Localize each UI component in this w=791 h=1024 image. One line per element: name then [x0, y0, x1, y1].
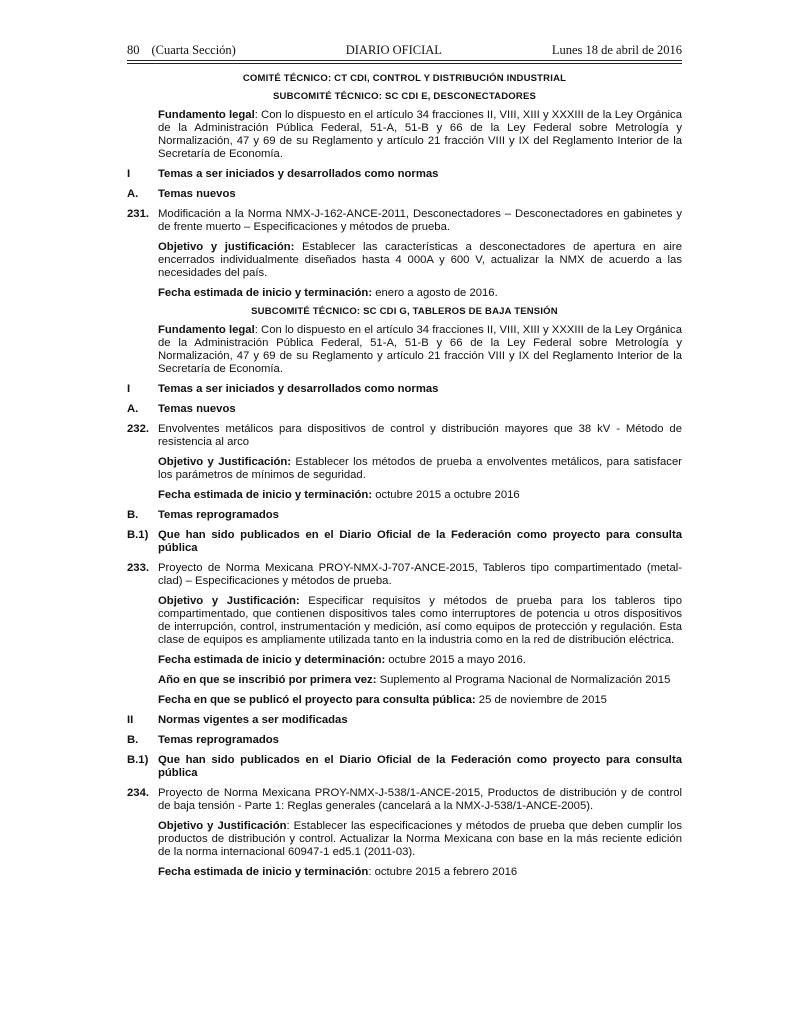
publication-name: DIARIO OFICIAL — [345, 43, 442, 57]
subsection-title: Temas reprogramados — [158, 734, 279, 746]
subsection-title: Temas reprogramados — [158, 509, 279, 521]
item-234-objective — [158, 820, 682, 859]
fundamento-label: Fundamento legal — [158, 109, 255, 121]
section-title: Normas vigentes a ser modificadas — [158, 714, 348, 726]
fundamento-text: : Con lo dispuesto en el artículo 34 fracciones II, VIII, XIII y XXXIII de la Ley Orgánica de la Administración Pública Federal, 51-A, 51-B y 66 de la Ley Federal sobre Metrología y Normalización, 47 y 69 de su Reglamento y artículo 21 fracción VIII y IX del Reglamento Interior de la Secretaría de Economía. — [158, 109, 682, 160]
section-heading — [127, 714, 682, 727]
subsubsection-number: B.1) — [127, 754, 149, 766]
subsection-title: Temas nuevos — [158, 188, 236, 200]
subsubsection-title: Que han sido publicados en el Diario Oficial de la Federación como proyecto para consulta pública — [158, 754, 682, 779]
subsection-heading — [127, 734, 682, 747]
publication-date: Lunes 18 de abril de 2016 — [551, 43, 682, 57]
item-text: Proyecto de Norma Mexicana PROY-NMX-J-707-ANCE-2015, Tableros tipo compartimentado (metal-clad) – Especificaciones y métodos de prueba. — [158, 562, 682, 587]
item-234-dates — [158, 866, 682, 879]
header-left — [127, 42, 236, 58]
item-number: 232. — [127, 423, 149, 435]
item-text: Proyecto de Norma Mexicana PROY-NMX-J-538/1-ANCE-2015, Productos de distribución y de control de baja tensión - Parte 1: Reglas generales (cancelará a la NMX-J-538/1-ANCE-2005). — [158, 787, 682, 812]
subsection-number: A. — [127, 188, 139, 200]
item-text: Envolventes metálicos para dispositivos de control y distribución mayores que 38 kV - Método de resistencia al arco — [158, 423, 682, 448]
subsection-number: A. — [127, 403, 139, 415]
section-number: I — [127, 168, 131, 180]
subsection-heading — [127, 188, 682, 201]
item-text: Modificación a la Norma NMX-J-162-ANCE-2011, Desconectadores – Desconectadores en gabinetes y de frente muerto – Especificaciones y métodos de prueba. — [158, 208, 682, 233]
section-label: (Cuarta Sección) — [151, 43, 236, 57]
publication-date-text: 25 de noviembre de 2015 — [475, 694, 607, 706]
item-232-objective — [158, 456, 682, 482]
item-number: 231. — [127, 208, 149, 220]
item-231-objective — [158, 241, 682, 280]
section-number: II — [127, 714, 134, 726]
item-233-first-year — [158, 674, 682, 687]
dates-text: octubre 2015 a mayo 2016. — [385, 654, 526, 666]
item-232 — [127, 423, 682, 449]
item-231 — [127, 208, 682, 234]
objective-label: Objetivo y justificación: — [158, 241, 295, 253]
header-double-rule — [127, 63, 682, 64]
objective-text: Especificar requisitos y métodos de prueba para los tableros tipo compartimentado, que contienen dispositivos tales como interruptores de potencia u otros dispositivos de interrupción, control, instrumentación y medición, así como equipos de protección y regulación. Esta clase de equipos es ampliamente utilizada tanto en la industria como en la red de distribución eléctrica. — [158, 595, 682, 646]
item-234 — [127, 787, 682, 813]
item-233-dates — [158, 654, 682, 667]
dates-label: Fecha estimada de inicio y terminación: — [158, 287, 373, 299]
page-number: 80 — [127, 43, 140, 57]
dates-label: Fecha estimada de inicio y terminación: — [158, 489, 373, 501]
dates-label: Fecha estimada de inicio y determinación: — [158, 654, 386, 666]
section-heading — [127, 168, 682, 181]
objective-text: : Establecer las especificaciones y métodos de prueba que deben cumplir los productos de distribución y control. Actualizar la Norma Mexicana con base en la más reciente edición de la norma internacional 60947-1 ed5.1 (2011-03). — [158, 820, 682, 858]
subcommittee-e-title: SUBCOMITÉ TÉCNICO: SC CDI E, DESCONECTADORES — [272, 91, 537, 102]
subsubsection-heading — [127, 529, 682, 555]
dates-text: octubre 2015 a octubre 2016 — [372, 489, 520, 501]
subsection-number: B. — [127, 509, 139, 521]
item-number: 233. — [127, 562, 149, 574]
objective-text: Establecer los métodos de prueba a envolventes metálicos, para satisfacer los parámetros de mínimos de seguridad. — [158, 456, 683, 481]
dates-text: enero a agosto de 2016. — [372, 287, 498, 299]
subsubsection-number: B.1) — [127, 529, 149, 541]
subsection-title: Temas nuevos — [158, 403, 236, 415]
subsection-number: B. — [127, 734, 139, 746]
section-heading — [127, 383, 682, 396]
section-title: Temas a ser iniciados y desarrollados como normas — [158, 383, 439, 395]
item-233-objective — [158, 595, 682, 647]
item-233 — [127, 562, 682, 588]
fundamento-label: Fundamento legal — [158, 324, 255, 336]
section-title: Temas a ser iniciados y desarrollados como normas — [158, 168, 439, 180]
objective-label: Objetivo y Justificación: — [158, 595, 300, 607]
item-231-dates — [158, 287, 682, 300]
item-232-dates — [158, 489, 682, 502]
committee-title: COMITÉ TÉCNICO: CT CDI, CONTROL Y DISTRIBUCIÓN INDUSTRIAL — [242, 73, 567, 84]
subsection-heading — [127, 509, 682, 522]
dates-label: Fecha estimada de inicio y terminación — [158, 866, 369, 878]
dates-text: : octubre 2015 a febrero 2016 — [368, 866, 518, 878]
document-page — [127, 42, 682, 879]
first-year-label: Año en que se inscribió por primera vez: — [158, 674, 377, 686]
subsubsection-title: Que han sido publicados en el Diario Oficial de la Federación como proyecto para consulta pública — [158, 529, 682, 554]
publication-date-label: Fecha en que se publicó el proyecto para consulta pública: — [158, 694, 476, 706]
item-233-publication-date — [158, 694, 682, 707]
fundamento-text: : Con lo dispuesto en el artículo 34 fracciones II, VIII, XIII y XXXIII de la Ley Orgánica de la Administración Pública Federal, 51-A, 51-B y 66 de la Ley Federal sobre Metrología y Normalización, 47 y 69 de su Reglamento y artículo 21 fracción VIII y IX del Reglamento Interior de la Secretaría de Economía. — [158, 324, 682, 375]
item-number: 234. — [127, 787, 149, 799]
first-year-text: Suplemento al Programa Nacional de Normalización 2015 — [376, 674, 671, 686]
subcommittee-g-title: SUBCOMITÉ TÉCNICO: SC CDI G, TABLEROS DE BAJA TENSIÓN — [251, 306, 558, 317]
subsubsection-heading — [127, 754, 682, 780]
subsection-heading — [127, 403, 682, 416]
objective-text: Establecer las características a desconectadores de apertura en aire encerrados individualmente diseñados hasta 4 000A y 600 V, actualizar la NMX de acuerdo a las necesidades del país. — [158, 241, 682, 279]
section-number: I — [127, 383, 131, 395]
fundamento-legal-e — [158, 109, 682, 161]
objective-label: Objetivo y Justificación — [158, 820, 287, 832]
page-header — [127, 42, 682, 61]
objective-label: Objetivo y Justificación: — [158, 456, 292, 468]
fundamento-legal-g — [158, 324, 682, 376]
